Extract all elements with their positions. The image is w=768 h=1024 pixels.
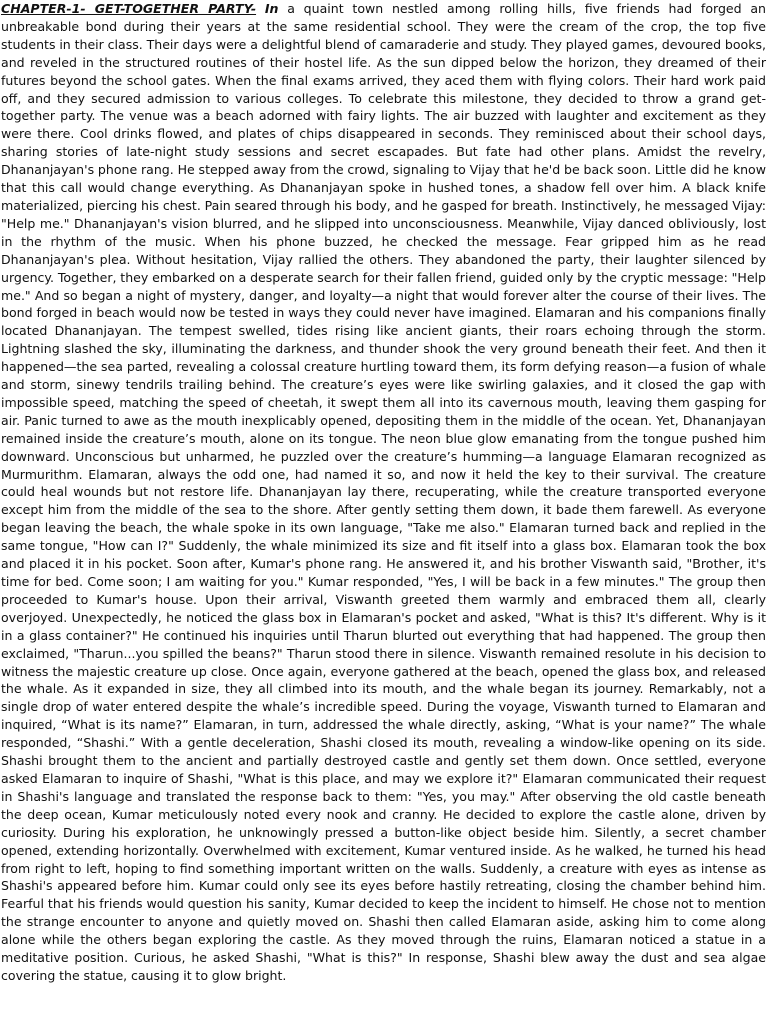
chapter-heading: CHAPTER-1- GET-TOGETHER PARTY-: [1, 1, 257, 16]
chapter-body-text: a quaint town nestled among rolling hills, five friends had forged an unbreakable bond during their years at the same residential school. They were the cream of the crop, the top five students in their class. Their days were a delightful blend of camaraderie and study. They played games, devoured books, and reveled in the structured routines of their hostel life. As the sun dipped below the horizon, they dreamed of their futures beyond the school gates. When the final exams arrived, they aced them with flying colors. Their hard work paid off, and they secured admission to various colleges. To celebrate this milestone, they decided to throw a grand get-together party. The venue was a beach adorned with fairy lights. The air buzzed with laughter and excitement as they were there. Cool drinks flowed, and plates of chips disappeared in seconds. They reminisced about their school days, sharing stories of late-night study sessions and secret escapades. But fate had other plans. Amidst the revelry, Dhananjayan's phone rang. He stepped away from the crowd, signaling to Vijay that he'd be back soon. Little did he know that this call would change everything. As Dhananjayan spoke in hushed tones, a shadow fell over him. A black knife materialized, piercing his chest. Pain seared through his body, and he gasped for breath. Instinctively, he messaged Vijay: "Help me." Dhananjayan's vision blurred, and he slipped into unconsciousness. Meanwhile, Vijay danced obliviously, lost in the rhythm of the music. When his phone buzzed, he checked the message. Fear gripped him as he read Dhananjayan's plea. Without hesitation, Vijay rallied the others. They abandoned the party, their laughter silenced by urgency. Together, they embarked on a desperate search for their fallen friend, guided only by the cryptic message: "Help me." And so began a night of mystery, danger, and loyalty—a night that would forever alter the course of their lives. The bond forged in beach would now be tested in ways they could never have imagined. Elamaran and his companions finally located Dhananjayan. The tempest swelled, tides rising like ancient giants, their roars echoing through the storm. Lightning slashed the sky, illuminating the darkness, and thunder shook the very ground beneath their feet. And then it happened—the sea parted, revealing a colossal creature hurtling toward them, its form defying reason—a fusion of whale and storm, sinewy tendrils trailing behind. The creature’s eyes were like swirling galaxies, and it closed the gap with impossible speed, matching the speed of cheetah, it swept them all into its cavernous mouth, leaving them gasping for air. Panic turned to awe as the mouth inexplicably opened, depositing them in the middle of the ocean. Yet, Dhananjayan remained inside the creature’s mouth, alone on its tongue. The neon blue glow emanating from the tongue pushed him downward. Unconscious but unharmed, he puzzled over the creature’s humming—a language Elamaran recognized as Murmurithm. Elamaran, always the odd one, had named it so, and now it held the key to their survival. The creature could heal wounds but not restore life. Dhananjayan lay there, recuperating, while the creature transported everyone except him from the middle of the sea to the shore. After gently setting them down, it bade them farewell. As everyone began leaving the beach, the whale spoke in its own language, "Take me also." Elamaran turned back and replied in the same tongue, "How can I?" Suddenly, the whale minimized its size and fit itself into a glass box. Elamaran took the box and placed it in his pocket. Soon after, Kumar's phone rang. He answered it, and his brother Viswanth said, "Brother, it's time for bed. Come soon; I am waiting for you." Kumar responded, "Yes, I will be back in a few minutes." The group then proceeded to Kumar's house. Upon their arrival, Viswanth greeted them warmly and embraced them all, clearly overjoyed. Unexpectedly, he noticed the glass box in Elamaran's pocket and asked, "What is this? It's different. Why is it in a glass container?" He continued his inquiries until Tharun blurted out everything that had happened. The group then exclaimed, "Tharun...you spilled the beans?" Tharun stood there in silence. Viswanth remained resolute in his decision to witness the majestic creature up close. Once again, everyone gathered at the beach, opened the glass box, and released the whale. As it expanded in size, they all climbed into its mouth, and the whale began its journey. Remarkably, not a single drop of water entered despite the whale’s incredible speed. During the voyage, Viswanth turned to Elamaran and inquired, “What is its name?” Elamaran, in turn, addressed the whale directly, asking, “What is your name?” The whale responded, “Shashi.” With a gentle deceleration, Shashi closed its mouth, revealing a window-like opening on its side. Shashi brought them to the ancient and partially destroyed castle and gently set them down. Once settled, everyone asked Elamaran to inquire of Shashi, "What is this place, and may we explore it?" Elamaran communicated their request in Shashi's language and translated the response back to them: "Yes, you may." After observing the old castle beneath the deep ocean, Kumar meticulously noted every nook and cranny. He decided to explore the castle alone, driven by curiosity. During his exploration, he unknowingly pressed a button-like object beside him. Silently, a secret chamber opened, extending horizontally. Overwhelmed with excitement, Kumar ventured inside. As he walked, he turned his head from right to left, hoping to find something important written on the walls. Suddenly, a creature with eyes as intense as Shashi's appeared before him. Kumar could only see its eyes before hastily retreating, closing the chamber behind him. Fearful that his friends would question his sanity, Kumar decided to keep the incident to himself. He chose not to mention the strange encounter to anyone and quietly moved on. Shashi then called Elamaran aside, asking him to come along alone while the others began exploring the castle. As they moved through the ruins, Elamaran noticed a statue in a meditative position. Curious, he asked Shashi, "What is this?" In response, Shashi blew away the dust and sea algae covering the statue, causing it to glow bright.: [1, 1, 767, 983]
chapter-paragraph: [1, 0, 766, 985]
lead-word: In: [264, 1, 279, 16]
